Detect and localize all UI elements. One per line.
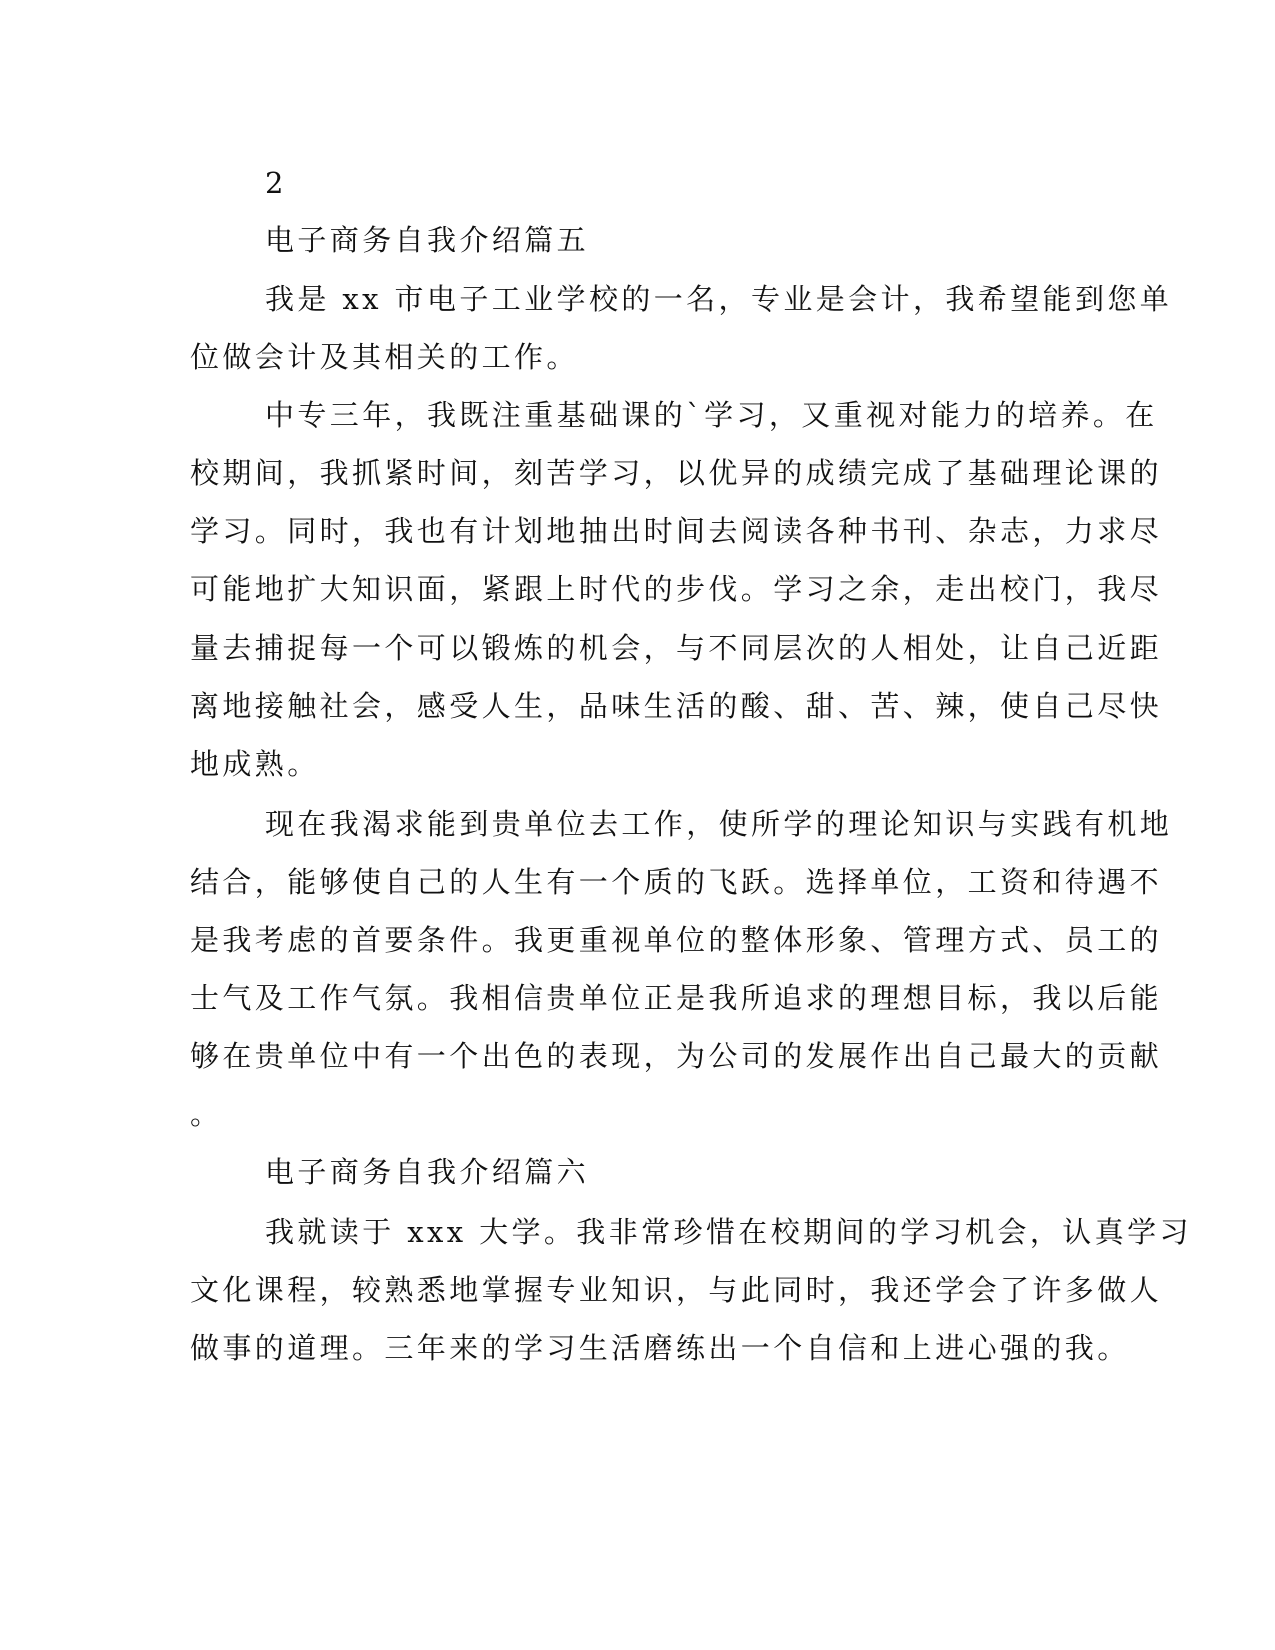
paragraph-line: 现在我渴求能到贵单位去工作，使所学的理论知识与实践有机地 [265,807,1173,841]
paragraph-line: 我就读于 xxx 大学。我非常珍惜在校期间的学习机会，认真学习 [265,1215,1192,1249]
paragraph-line: 够在贵单位中有一个出色的表现，为公司的发展作出自己最大的贡献 [190,1039,1163,1073]
paragraph-line: 我是 xx 市电子工业学校的一名，专业是会计，我希望能到您单 [265,282,1173,316]
paragraph-line: 地成熟。 [190,747,320,781]
paragraph-line: 士气及工作气氛。我相信贵单位正是我所追求的理想目标，我以后能 [190,981,1163,1015]
section-heading: 电子商务自我介绍篇六 [265,1155,590,1189]
paragraph-line: 量去捕捉每一个可以锻炼的机会，与不同层次的人相处，让自己近距 [190,631,1163,665]
paragraph-line: 校期间，我抓紧时间，刻苦学习，以优异的成绩完成了基础理论课的 [190,456,1163,490]
paragraph-line: 可能地扩大知识面，紧跟上时代的步伐。学习之余，走出校门，我尽 [190,572,1163,606]
paragraph-line: 位做会计及其相关的工作。 [190,340,579,374]
paragraph-line: 是我考虑的首要条件。我更重视单位的整体形象、管理方式、员工的 [190,923,1163,957]
paragraph-line: 学习。同时，我也有计划地抽出时间去阅读各种书刊、杂志，力求尽 [190,514,1163,548]
paragraph-line: 文化课程，较熟悉地掌握专业知识，与此同时，我还学会了许多做人 [190,1273,1163,1307]
page-number: 2 [265,166,287,200]
paragraph-line: 结合，能够使自己的人生有一个质的飞跃。选择单位，工资和待遇不 [190,865,1163,899]
paragraph-line: 。 [190,1097,223,1131]
paragraph-line: 中专三年，我既注重基础课的`学习，又重视对能力的培养。在 [265,398,1158,432]
paragraph-line: 离地接触社会，感受人生，品味生活的酸、甜、苦、辣，使自己尽快 [190,689,1163,723]
section-heading: 电子商务自我介绍篇五 [265,223,590,257]
paragraph-line: 做事的道理。三年来的学习生活磨练出一个自信和上进心强的我。 [190,1331,1130,1365]
